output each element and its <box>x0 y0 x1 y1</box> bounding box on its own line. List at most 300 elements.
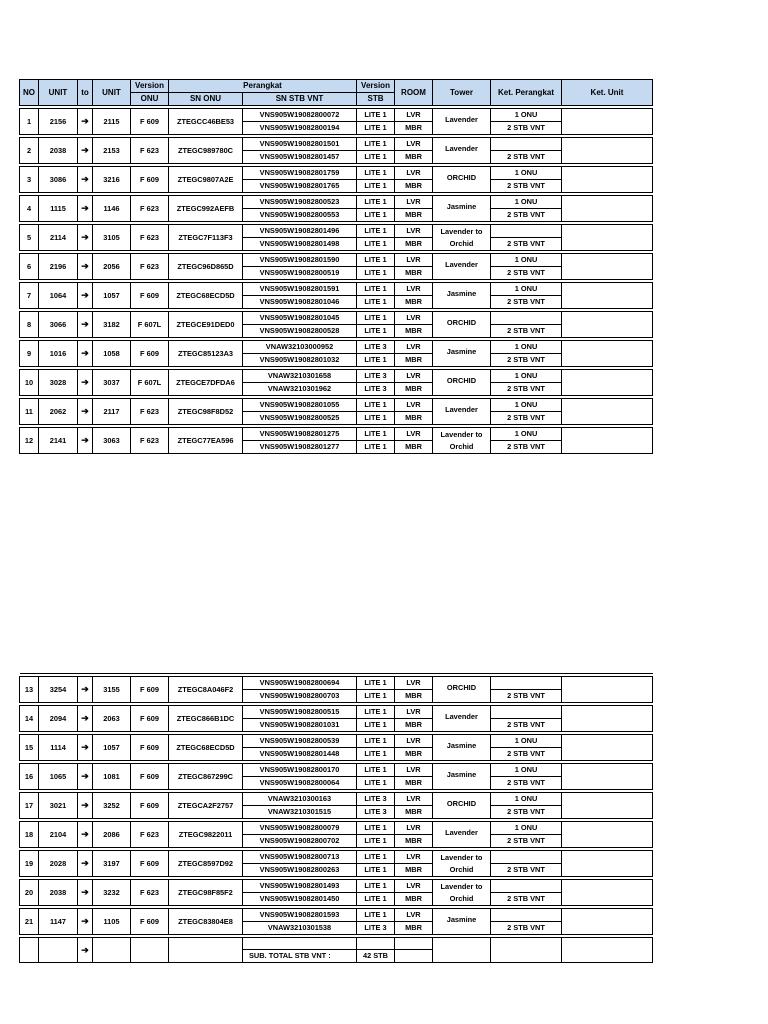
unit-from: 3028 <box>39 370 78 396</box>
arrow-icon: ➔ <box>78 370 93 396</box>
ket-perangkat: 2 STB VNT <box>491 835 562 848</box>
unit-to: 1146 <box>93 196 131 222</box>
header-tower: Tower <box>433 80 491 106</box>
unit-from: 1115 <box>39 196 78 222</box>
table-row <box>20 909 653 922</box>
unit-to: 1057 <box>93 735 131 761</box>
stb-version: LITE 1 <box>357 267 395 280</box>
stb-version: LITE 1 <box>357 296 395 309</box>
ket-unit <box>562 254 653 280</box>
room: MBR <box>395 893 433 906</box>
room: MBR <box>395 835 433 848</box>
sn-stb-vnt: VNS905W19082800523 <box>243 196 357 209</box>
table-row <box>20 341 653 354</box>
onu-version: F 609 <box>131 735 169 761</box>
ket-unit <box>562 909 653 935</box>
tower <box>433 706 491 732</box>
sn-onu: ZTEGCC46BE53 <box>169 109 243 135</box>
sn-onu: ZTEGC68ECD5D <box>169 283 243 309</box>
stb-version: LITE 1 <box>357 851 395 864</box>
unit-from: 2141 <box>39 428 78 454</box>
room: MBR <box>395 922 433 935</box>
stb-version: LITE 3 <box>357 383 395 396</box>
subtotal-empty-cell <box>357 938 395 950</box>
sn-onu: ZTEGC98F8D52 <box>169 399 243 425</box>
stb-version: LITE 1 <box>357 325 395 338</box>
stb-version: LITE 1 <box>357 399 395 412</box>
onu-version: F 607L <box>131 312 169 338</box>
row-number: 16 <box>20 764 39 790</box>
ket-perangkat: 2 STB VNT <box>491 267 562 280</box>
onu-version: F 623 <box>131 399 169 425</box>
arrow-icon: ➔ <box>78 399 93 425</box>
ket-perangkat: 1 ONU <box>491 428 562 441</box>
table-row <box>20 735 653 748</box>
unit-to: 2056 <box>93 254 131 280</box>
sn-onu: ZTEGC8A046F2 <box>169 677 243 703</box>
stb-version: LITE 1 <box>357 822 395 835</box>
arrow-icon: ➔ <box>78 167 93 193</box>
onu-version: F 609 <box>131 909 169 935</box>
room: MBR <box>395 325 433 338</box>
sn-onu: ZTEGC77EA596 <box>169 428 243 454</box>
room: LVR <box>395 167 433 180</box>
ket-perangkat: 2 STB VNT <box>491 719 562 732</box>
unit-to: 2086 <box>93 822 131 848</box>
onu-version: F 623 <box>131 138 169 164</box>
arrow-icon: ➔ <box>78 851 93 877</box>
ket-perangkat: 2 STB VNT <box>491 922 562 935</box>
ket-perangkat <box>491 851 562 864</box>
unit-from: 2114 <box>39 225 78 251</box>
sn-onu: ZTEGC992AEFB <box>169 196 243 222</box>
room: LVR <box>395 677 433 690</box>
sn-onu: ZTEGC7F113F3 <box>169 225 243 251</box>
sn-stb-vnt: VNS905W19082800528 <box>243 325 357 338</box>
ket-perangkat: 1 ONU <box>491 822 562 835</box>
sn-stb-vnt: VNS905W19082800553 <box>243 209 357 222</box>
room: LVR <box>395 793 433 806</box>
unit-from: 3066 <box>39 312 78 338</box>
table-row <box>20 706 653 719</box>
room: MBR <box>395 267 433 280</box>
ket-perangkat: 1 ONU <box>491 283 562 296</box>
stb-version: LITE 1 <box>357 180 395 193</box>
sn-onu: ZTEGCE7DFDA6 <box>169 370 243 396</box>
table-body-1 <box>20 106 653 454</box>
tower <box>433 428 491 454</box>
header-no: NO <box>20 80 39 106</box>
ket-perangkat <box>491 138 562 151</box>
table-row <box>20 225 653 238</box>
sn-stb-vnt: VNS905W19082800263 <box>243 864 357 877</box>
table-row <box>20 880 653 893</box>
tower <box>433 283 491 309</box>
tower <box>433 677 491 703</box>
sn-stb-vnt: VNS905W19082800702 <box>243 835 357 848</box>
ket-unit <box>562 677 653 703</box>
tower-line: Lavender to <box>440 227 483 237</box>
stb-version: LITE 1 <box>357 764 395 777</box>
ket-perangkat: 1 ONU <box>491 370 562 383</box>
table-row <box>20 167 653 180</box>
table-row <box>20 677 653 690</box>
onu-version: F 609 <box>131 167 169 193</box>
stb-version: LITE 1 <box>357 909 395 922</box>
tower-line: ORCHID <box>446 172 477 182</box>
sn-stb-vnt: VNS905W19082801457 <box>243 151 357 164</box>
sn-stb-vnt: VNAW32103000952 <box>243 341 357 354</box>
unit-from: 3086 <box>39 167 78 193</box>
ket-perangkat: 2 STB VNT <box>491 122 562 135</box>
tower <box>433 822 491 848</box>
sn-onu: ZTEGC96D865D <box>169 254 243 280</box>
unit-from: 1114 <box>39 735 78 761</box>
stb-version: LITE 1 <box>357 748 395 761</box>
ket-perangkat: 1 ONU <box>491 793 562 806</box>
unit-to: 3037 <box>93 370 131 396</box>
unit-from: 2156 <box>39 109 78 135</box>
table-row <box>20 764 653 777</box>
header-ket-perangkat: Ket. Perangkat <box>491 80 562 106</box>
onu-version: F 609 <box>131 764 169 790</box>
ket-perangkat: 2 STB VNT <box>491 412 562 425</box>
unit-to: 3216 <box>93 167 131 193</box>
arrow-icon: ➔ <box>78 312 93 338</box>
table-row <box>20 254 653 267</box>
stb-version: LITE 1 <box>357 880 395 893</box>
ket-perangkat <box>491 312 562 325</box>
arrow-icon: ➔ <box>78 109 93 135</box>
room: MBR <box>395 864 433 877</box>
unit-to: 2117 <box>93 399 131 425</box>
sn-onu: ZTEGCE91DED0 <box>169 312 243 338</box>
tower-line: Lavender <box>445 711 478 721</box>
sn-onu: ZTEGC9822011 <box>169 822 243 848</box>
ket-perangkat: 1 ONU <box>491 399 562 412</box>
ket-unit <box>562 167 653 193</box>
onu-version: F 623 <box>131 880 169 906</box>
row-number: 21 <box>20 909 39 935</box>
row-number: 1 <box>20 109 39 135</box>
tower <box>433 312 491 338</box>
equipment-table-1 <box>19 79 653 454</box>
subtotal-value: 42 STB <box>357 950 395 963</box>
header-room: ROOM <box>395 80 433 106</box>
ket-unit <box>562 851 653 877</box>
tower-line: Lavender <box>445 143 478 153</box>
tower <box>433 909 491 935</box>
ket-unit <box>562 138 653 164</box>
ket-perangkat: 2 STB VNT <box>491 748 562 761</box>
room: LVR <box>395 735 433 748</box>
row-number: 2 <box>20 138 39 164</box>
table-header <box>20 80 653 106</box>
room: LVR <box>395 880 433 893</box>
ket-perangkat <box>491 677 562 690</box>
ket-perangkat: 2 STB VNT <box>491 690 562 703</box>
row-number: 13 <box>20 677 39 703</box>
subtotal-empty-cell <box>562 938 653 963</box>
ket-unit <box>562 196 653 222</box>
ket-unit <box>562 735 653 761</box>
subtotal-empty-cell <box>243 938 357 950</box>
arrow-icon: ➔ <box>78 254 93 280</box>
onu-version: F 623 <box>131 196 169 222</box>
tower-line: Jasmine <box>446 914 477 924</box>
arrow-icon: ➔ <box>78 283 93 309</box>
unit-to: 3182 <box>93 312 131 338</box>
tower <box>433 764 491 790</box>
ket-unit <box>562 370 653 396</box>
ket-perangkat: 2 STB VNT <box>491 864 562 877</box>
sn-stb-vnt: VNS905W19082800194 <box>243 122 357 135</box>
sn-stb-vnt: VNS905W19082801759 <box>243 167 357 180</box>
stb-version: LITE 1 <box>357 167 395 180</box>
arrow-icon: ➔ <box>78 938 93 963</box>
header-to: to <box>78 80 93 106</box>
unit-to: 3105 <box>93 225 131 251</box>
sn-stb-vnt: VNS905W19082801277 <box>243 441 357 454</box>
subtotal-empty-cell <box>395 938 433 950</box>
tower <box>433 138 491 164</box>
tower-line: ORCHID <box>446 317 477 327</box>
ket-perangkat: 2 STB VNT <box>491 383 562 396</box>
stb-version: LITE 1 <box>357 209 395 222</box>
tower-line: Lavender to <box>440 853 483 863</box>
tower-line: Jasmine <box>446 346 477 356</box>
subtotal-empty-cell <box>433 938 491 963</box>
sn-stb-vnt: VNAW3210301962 <box>243 383 357 396</box>
sn-stb-vnt: VNS905W19082800713 <box>243 851 357 864</box>
tower <box>433 399 491 425</box>
room: LVR <box>395 109 433 122</box>
tower <box>433 341 491 367</box>
unit-from: 1064 <box>39 283 78 309</box>
sn-onu: ZTEGC85123A3 <box>169 341 243 367</box>
tower-line: ORCHID <box>446 798 477 808</box>
header-onu: ONU <box>131 93 169 106</box>
sn-onu: ZTEGC83804E8 <box>169 909 243 935</box>
header-unit-from: UNIT <box>39 80 78 106</box>
onu-version: F 609 <box>131 283 169 309</box>
subtotal-label: SUB. TOTAL STB VNT : <box>243 950 357 963</box>
onu-version: F 609 <box>131 109 169 135</box>
sn-stb-vnt: VNS905W19082801493 <box>243 880 357 893</box>
arrow-icon: ➔ <box>78 764 93 790</box>
sn-stb-vnt: VNS905W19082801593 <box>243 909 357 922</box>
room: MBR <box>395 719 433 732</box>
row-number: 17 <box>20 793 39 819</box>
room: LVR <box>395 399 433 412</box>
tower-line: Jasmine <box>446 740 477 750</box>
tower-line: Lavender to <box>440 882 483 892</box>
sn-stb-vnt: VNS905W19082801055 <box>243 399 357 412</box>
unit-to: 3155 <box>93 677 131 703</box>
tower-line: Lavender <box>445 827 478 837</box>
row-number: 15 <box>20 735 39 761</box>
onu-version: F 609 <box>131 341 169 367</box>
stb-version: LITE 1 <box>357 690 395 703</box>
tower-line: Orchid <box>449 893 474 903</box>
stb-version: LITE 1 <box>357 777 395 790</box>
room: MBR <box>395 238 433 251</box>
arrow-icon: ➔ <box>78 677 93 703</box>
tower-line: ORCHID <box>446 682 477 692</box>
unit-to: 1058 <box>93 341 131 367</box>
stb-version: LITE 1 <box>357 283 395 296</box>
arrow-icon: ➔ <box>78 196 93 222</box>
onu-version: F 623 <box>131 254 169 280</box>
tower <box>433 735 491 761</box>
stb-version: LITE 3 <box>357 793 395 806</box>
arrow-icon: ➔ <box>78 225 93 251</box>
unit-to: 2063 <box>93 706 131 732</box>
onu-version: F 623 <box>131 428 169 454</box>
room: LVR <box>395 851 433 864</box>
row-number: 3 <box>20 167 39 193</box>
stb-version: LITE 1 <box>357 735 395 748</box>
sn-stb-vnt: VNS905W19082800525 <box>243 412 357 425</box>
unit-from: 2104 <box>39 822 78 848</box>
row-number: 12 <box>20 428 39 454</box>
table-row <box>20 312 653 325</box>
header-stb: STB <box>357 93 395 106</box>
tower-line: Jasmine <box>446 769 477 779</box>
room: MBR <box>395 296 433 309</box>
stb-version: LITE 1 <box>357 441 395 454</box>
unit-to: 3197 <box>93 851 131 877</box>
row-number: 18 <box>20 822 39 848</box>
tower <box>433 196 491 222</box>
subtotal-empty-cell <box>491 938 562 963</box>
subtotal-empty-cell <box>39 938 78 963</box>
unit-from: 2094 <box>39 706 78 732</box>
table-row <box>20 109 653 122</box>
stb-version: LITE 3 <box>357 370 395 383</box>
arrow-icon: ➔ <box>78 138 93 164</box>
sn-stb-vnt: VNAW3210301658 <box>243 370 357 383</box>
stb-version: LITE 1 <box>357 864 395 877</box>
table-row <box>20 851 653 864</box>
room: MBR <box>395 209 433 222</box>
unit-to: 3063 <box>93 428 131 454</box>
room: MBR <box>395 748 433 761</box>
unit-to: 1105 <box>93 909 131 935</box>
ket-perangkat: 1 ONU <box>491 735 562 748</box>
sn-stb-vnt: VNS905W19082800539 <box>243 735 357 748</box>
stb-version: LITE 3 <box>357 922 395 935</box>
sn-stb-vnt: VNS905W19082800072 <box>243 109 357 122</box>
row-number: 9 <box>20 341 39 367</box>
equipment-table-2 <box>19 673 653 963</box>
table-row <box>20 822 653 835</box>
tower <box>433 225 491 251</box>
unit-from: 2196 <box>39 254 78 280</box>
ket-unit <box>562 428 653 454</box>
unit-from: 3021 <box>39 793 78 819</box>
stb-version: LITE 1 <box>357 706 395 719</box>
arrow-icon: ➔ <box>78 822 93 848</box>
stb-version: LITE 1 <box>357 677 395 690</box>
table-row <box>20 428 653 441</box>
ket-perangkat: 2 STB VNT <box>491 296 562 309</box>
tower <box>433 880 491 906</box>
ket-unit <box>562 225 653 251</box>
sn-stb-vnt: VNS905W19082801046 <box>243 296 357 309</box>
stb-version: LITE 1 <box>357 225 395 238</box>
ket-perangkat: 1 ONU <box>491 109 562 122</box>
table-row <box>20 370 653 383</box>
ket-perangkat: 1 ONU <box>491 196 562 209</box>
sn-stb-vnt: VNS905W19082801275 <box>243 428 357 441</box>
room: LVR <box>395 822 433 835</box>
table-row <box>20 138 653 151</box>
sn-stb-vnt: VNS905W19082800519 <box>243 267 357 280</box>
header-version: Version <box>131 80 169 93</box>
room: LVR <box>395 764 433 777</box>
ket-unit <box>562 880 653 906</box>
ket-unit <box>562 706 653 732</box>
ket-perangkat <box>491 706 562 719</box>
stb-version: LITE 1 <box>357 151 395 164</box>
ket-perangkat: 2 STB VNT <box>491 209 562 222</box>
onu-version: F 607L <box>131 370 169 396</box>
unit-to: 1081 <box>93 764 131 790</box>
ket-perangkat: 1 ONU <box>491 341 562 354</box>
stb-version: LITE 1 <box>357 254 395 267</box>
arrow-icon: ➔ <box>78 341 93 367</box>
tower <box>433 109 491 135</box>
room: MBR <box>395 354 433 367</box>
room: MBR <box>395 151 433 164</box>
unit-to: 3232 <box>93 880 131 906</box>
sn-onu: ZTEGC867299C <box>169 764 243 790</box>
tower-line: Orchid <box>449 441 474 451</box>
header-sn-onu: SN ONU <box>169 93 243 106</box>
tower <box>433 167 491 193</box>
sn-stb-vnt: VNS905W19082801765 <box>243 180 357 193</box>
room: MBR <box>395 383 433 396</box>
ket-unit <box>562 764 653 790</box>
sn-onu: ZTEGC8597D92 <box>169 851 243 877</box>
table-row <box>20 283 653 296</box>
row-number: 7 <box>20 283 39 309</box>
tower-line: Lavender <box>445 114 478 124</box>
unit-to: 3252 <box>93 793 131 819</box>
ket-unit <box>562 341 653 367</box>
room: LVR <box>395 196 433 209</box>
sn-stb-vnt: VNS905W19082800064 <box>243 777 357 790</box>
room: LVR <box>395 283 433 296</box>
row-number: 19 <box>20 851 39 877</box>
tower-line: Orchid <box>449 238 474 248</box>
room: LVR <box>395 225 433 238</box>
sn-stb-vnt: VNS905W19082800170 <box>243 764 357 777</box>
header-sn-stb: SN STB VNT <box>243 93 357 106</box>
ket-perangkat: 1 ONU <box>491 254 562 267</box>
stb-version: LITE 1 <box>357 719 395 732</box>
sn-stb-vnt: VNS905W19082801498 <box>243 238 357 251</box>
room: LVR <box>395 370 433 383</box>
stb-version: LITE 1 <box>357 835 395 848</box>
tower <box>433 370 491 396</box>
sn-stb-vnt: VNS905W19082801031 <box>243 719 357 732</box>
arrow-icon: ➔ <box>78 735 93 761</box>
header-version-stb: Version <box>357 80 395 93</box>
room: MBR <box>395 412 433 425</box>
row-number: 20 <box>20 880 39 906</box>
